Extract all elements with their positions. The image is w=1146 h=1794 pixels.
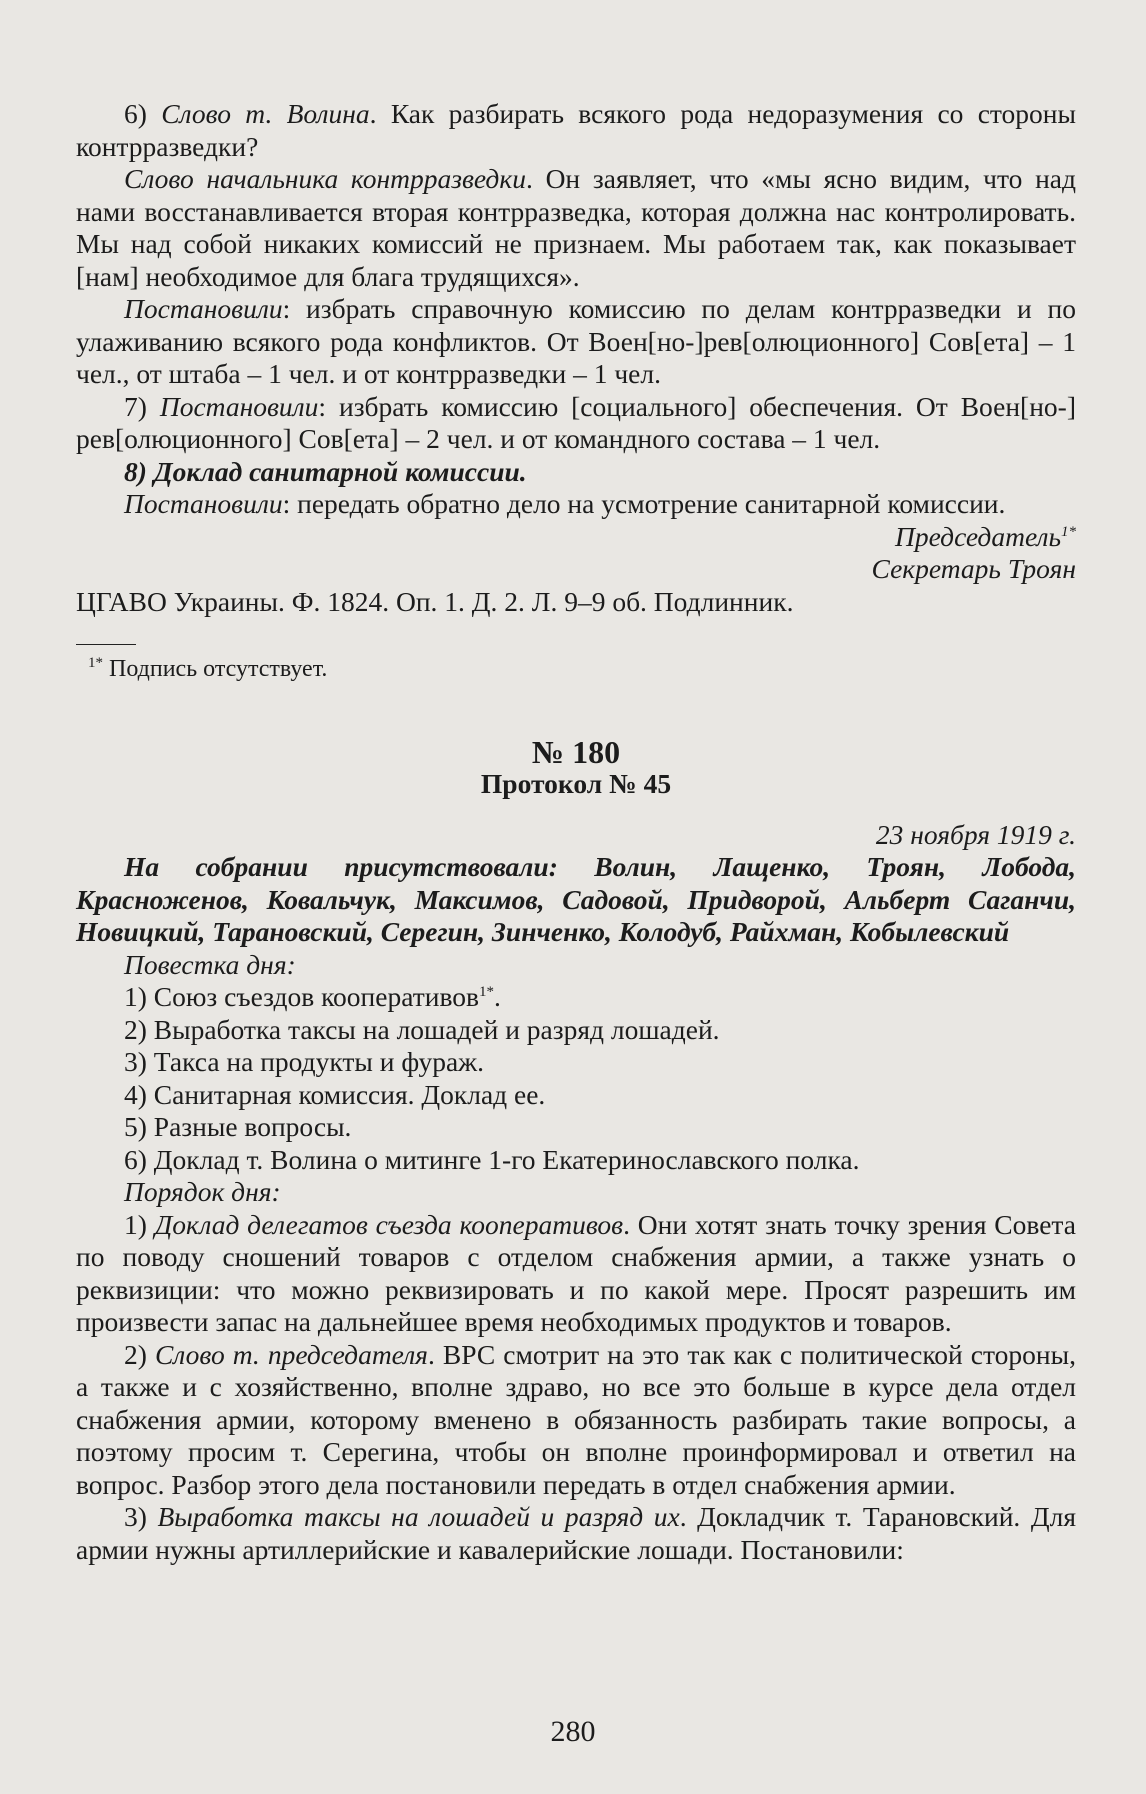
paragraph-8: 8) Доклад санитарной комиссии. — [124, 455, 527, 487]
paragraph-resolved-commission: Постановили: избрать справочную комиссию по делам контрразведки и по улаживанию всякого рода конфликтов. От Воен[но-]рев[олюционного] Сов[ета] – 1 чел., от штаба – 1 чел. и от контрразведки – 1 чел. — [76, 293, 1076, 389]
section-3: 3) Выработка таксы на лошадей и разряд их. Докладчик т. Тарановский. Для армии нужны артиллерийские и кавалерийские лошади. Постановили: — [76, 1501, 1077, 1565]
spacer — [76, 801, 1076, 819]
chairman-signature: Председатель$^{1*}$ — [895, 520, 1076, 552]
spacer — [76, 686, 1076, 736]
attendance-list: На собрании присутствовали: Волин, Лащенко, Троян, Лобода, Красноженов, Ковальчук, Максимов, Садовой, Придворой, Альберт Саганчи, Новицкий, Тарановский, Серегин, Зинченко, Колодуб, Райхман, Кобылевский — [76, 851, 1076, 947]
section-2: 2) Слово т. председателя. ВРС смотрит на это так как с политической стороны, а также и с хозяйственно, вполне здраво, но все это больше в курсе дела отдел снабжения армии, которому вменено в обязанность разбирать такие вопросы, а поэтому просим т. Серегина, чтобы он вполне проинформировал и ответил на вопрос. Разбор этого дела постановили передать в отдел снабжения армии. — [76, 1338, 1076, 1500]
archive-reference: ЦГАВО Украины. Ф. 1824. Оп. 1. Д. 2. Л. 9–9 об. Подлинник. — [76, 585, 794, 617]
secretary-signature: Секретарь Троян — [871, 553, 1076, 584]
order-heading: Порядок дня: — [124, 1176, 281, 1207]
agenda-item: 1) Союз съездов кооперативов$^{1*}$. — [124, 981, 501, 1012]
agenda-item: 3) Такса на продукты и фураж. — [124, 1046, 485, 1077]
footnote-rule — [76, 644, 136, 645]
paragraph-6: 6) Слово т. Волина. Как разбирать всякого рода недоразумения со стороны контрразведки? — [76, 98, 1077, 162]
paragraph-counterintelligence: Слово начальника контрразведки. Он заявляет, что «мы ясно видим, что над нами восстанавливается вторая контрразведка, которая должна нас контролировать. Мы над собой никаких комиссий не признаем. Мы работаем так, как показывает [нам] необходимое для блага трудящихся». — [76, 163, 1076, 292]
document-title: Протокол № 45 — [480, 768, 672, 799]
footnote-ref: 1* — [1061, 523, 1076, 540]
paragraph-7: 7) Постановили: избрать комиссию [социального] обеспечения. От Воен[но-] рев[олюционного] Сов[ета] – 2 чел. и от командного состава – 1 чел. — [76, 390, 1076, 454]
footnote: $^{1*}$ Подпись отсутствует. — [88, 655, 328, 682]
agenda-heading: Повестка дня: — [124, 948, 296, 980]
agenda-item: 5) Разные вопросы. — [124, 1111, 352, 1142]
agenda-item: 4) Санитарная комиссия. Доклад ее. — [124, 1078, 546, 1110]
page-number: 280 — [550, 1715, 596, 1748]
agenda-item: 6) Доклад т. Волина о митинге 1-го Екатеринославского полка. — [124, 1143, 860, 1175]
section-1: 1) Доклад делегатов съезда кооперативов. Они хотят знать точку зрения Совета по поводу сношений товаров с отделом снабжения армии, а также узнать о реквизиции: что можно реквизировать и по какой мере. Просят разрешить им произвести запас на дальнейшее время необходимых продуктов и товаров. — [76, 1208, 1076, 1337]
document-number: № 180 — [531, 733, 621, 770]
agenda-list — [76, 981, 1076, 1176]
document-date: 23 ноября 1919 г. — [875, 818, 1076, 850]
paragraph-resolved-sanitary: Постановили: передать обратно дело на усмотрение санитарной комиссии. — [124, 488, 1006, 519]
agenda-item: 2) Выработка таксы на лошадей и разряд лошадей. — [124, 1013, 720, 1045]
